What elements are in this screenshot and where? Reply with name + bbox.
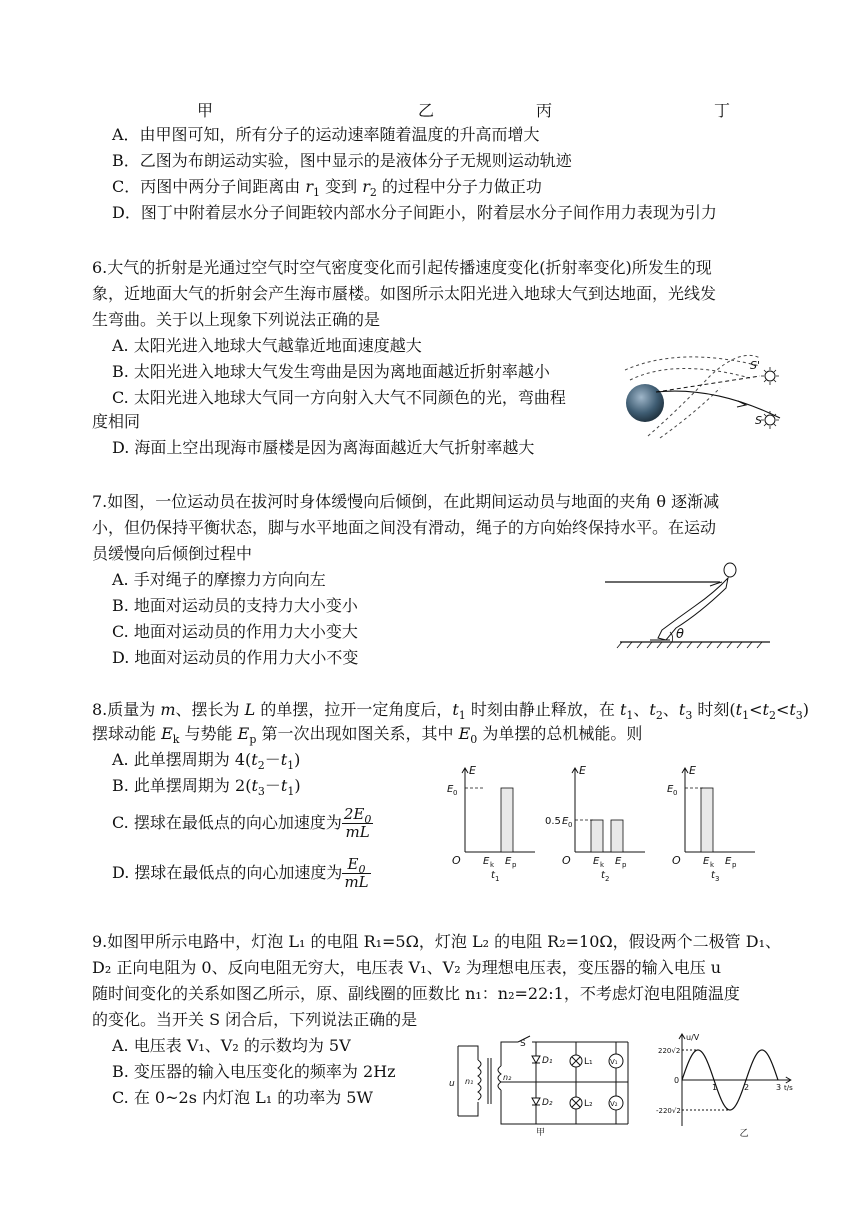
chart-y-label: E [579,764,586,777]
chart-bar [591,820,603,852]
q5-option-c: C．丙图中两分子间距离由 $r_1$ 变到 $r_2$ 的过程中分子力做正功 [112,177,542,200]
q9-stem-line: 的变化。当开关 S 闭合后，下列说法正确的是 [92,1010,418,1029]
chart-bar [701,788,713,852]
q5-option-b: B．乙图为布朗运动实验，图中显示的是液体分子无规则运动轨迹 [112,151,572,170]
athlete-head [724,563,736,577]
theta-label: θ [676,627,684,642]
chart-tick-label: E [593,856,600,867]
lamp-l1-icon [570,1055,582,1067]
atmosphere-refraction-figure [620,348,785,438]
label-s: S [755,414,762,427]
q9-stem-line: D₂ 正向电阻为 0、反向电阻无穷大，电压表 V₁、V₂ 为理想电压表，变压器的输入电压 u [92,958,722,977]
q9-stem-line: 9.如图甲所示电路中，灯泡 L₁ 的电阻 R₁=5Ω，灯泡 L₂ 的电阻 R₂=10Ω，假设两个二极管 D₁、 [92,932,781,951]
q9-option-c: C. 在 0~2s 内灯泡 L₁ 的功率为 5W [112,1088,373,1107]
chart-x-label: t [491,870,495,881]
wave-tick-label: 3 [776,1083,782,1092]
q6-stem-line: 6.大气的折射是光通过空气时空气密度变化而引起传播速度变化(折射率变化)所发生的现 [92,258,712,277]
q6-stem-line: 象，近地面大气的折射会产生海市蜃楼。如图所示太阳光进入地球大气到达地面，光线发 [92,284,717,303]
chart-level-label: E [562,816,569,827]
label-l2: L₂ [584,1099,593,1109]
chart-x-sub: 3 [715,875,720,883]
wave-top-label: 220√2 [658,1047,681,1055]
q8-option-a: A. 此单摆周期为 $4(t_2-t_1)$ [112,750,301,773]
q9-option-b: B. 变压器的输入电压变化的频率为 2Hz [112,1062,396,1081]
q6-option-b: B. 太阳光进入地球大气发生弯曲是因为离地面越近折射率越小 [112,362,550,381]
caption-jia: 甲 [536,1128,546,1138]
diode-d1-icon [532,1056,540,1063]
chart-origin-label: O [562,854,571,867]
transformer-circuit-figure [448,1036,653,1136]
chart-x-sub: 1 [495,875,500,883]
label-v1: V₁ [610,1058,618,1066]
wave-x-label: t/s [784,1084,793,1092]
chart-level-sub: 0 [568,821,573,829]
q6-option-c-cont: 度相同 [92,412,141,431]
q6-stem-line: 生弯曲。关于以上现象下列说法正确的是 [92,310,381,329]
chart-y-label: E [469,764,476,777]
q7-option-d: D. 地面对运动员的作用力大小不变 [112,648,359,667]
label-n1: n₁ [465,1077,474,1086]
q9-option-a: A. 电压表 V₁、V₂ 的示数均为 5V [112,1036,351,1055]
chart-level-sub: 0 [453,789,458,797]
sun-icon [761,367,779,385]
caption-yi: 乙 [418,101,435,120]
chart-tick-sub: p [732,861,737,869]
chart-level-label: E [667,784,674,795]
chart-x-label: t [711,870,715,881]
q8-stem-line-1: 8.质量为 m、摆长为 L 的单摆，拉开一定角度后，$t_1$ 时刻由静止释放，在 $t_1$、$t_2$、$t_3$ 时刻$(t_1<t_2<t_3)$ [92,700,810,723]
chart-tick-label: E [505,856,512,867]
label-s-prime: S' [750,359,761,372]
label-d1: D₁ [542,1056,553,1066]
wave-origin-label: 0 [674,1076,680,1085]
chart-y-label: E [689,764,696,777]
caption-bing: 丙 [536,101,553,120]
q7-option-a: A. 手对绳子的摩擦力方向向左 [112,570,326,589]
tug-of-war-figure [600,558,775,658]
q8-stem-line-2: 摆球动能 $E_k$ 与势能 $E_p$ 第一次出现如图关系，其中 $E_0$ 为单摆的总机械能。则 [92,724,643,747]
chart-tick-sub: p [622,861,627,869]
q7-stem-line: 小，但仍保持平衡状态，脚与水平地面之间没有滑动，绳子的方向始终保持水平。在运动 [92,518,717,537]
wave-tick-label: 2 [744,1083,750,1092]
chart-tick-label: E [725,856,732,867]
q5-option-a: A．由甲图可知，所有分子的运动速率随着温度的升高而增大 [112,125,540,144]
label-l1: L₁ [584,1057,593,1067]
chart-tick-label: E [615,856,622,867]
q6-option-a: A. 太阳光进入地球大气越靠近地面速度越大 [112,336,422,355]
wave-tick-label: 1 [712,1083,718,1092]
q6-option-c: C. 太阳光进入地球大气同一方向射入大气不同颜色的光，弯曲程 [112,388,566,407]
wave-bottom-label: -220√2 [656,1107,681,1115]
chart-origin-label: O [672,854,681,867]
q7-option-b: B. 地面对运动员的支持力大小变小 [112,596,358,615]
q7-option-c: C. 地面对运动员的作用力大小变大 [112,622,358,641]
caption-ding: 丁 [714,101,731,120]
chart-tick-sub: p [512,861,517,869]
chart-level-label: E [447,784,454,795]
q7-stem-line: 员缓慢向后倾倒过程中 [92,544,253,563]
lamp-l2-icon [570,1097,582,1109]
q8-option-b: B. 此单摆周期为 $2(t_3-t_1)$ [112,776,301,799]
q5-option-d: D．图丁中附着层水分子间距较内部水分子间距小，附着层水分子间作用力表现为引力 [112,203,717,222]
earth-icon [626,384,664,422]
chart-tick-label: E [703,856,710,867]
input-voltage-wave [658,1030,798,1140]
chart-tick-label: E [483,856,490,867]
q9-stem-line: 随时间变化的关系如图乙所示，原、副线圈的匝数比 n₁：n₂=22:1，不考虑灯泡电阻随温度 [92,984,740,1003]
chart-x-sub: 2 [605,875,610,883]
caption-jia: 甲 [197,101,214,120]
chart-tick-sub: k [710,861,715,869]
q8-option-c: C. 摆球在最低点的向心加速度为 $\frac{2E_0}{mL}$ [112,805,372,841]
q8-option-d: D. 摆球在最低点的向心加速度为 $\frac{E_0}{mL}$ [112,855,369,891]
q6-option-d: D. 海面上空出现海市蜃楼是因为离海面越近大气折射率越大 [112,438,535,457]
caption-yi: 乙 [739,1129,749,1139]
label-u: u [449,1079,455,1089]
label-d2: D₂ [542,1098,553,1108]
chart-x-label: t [601,870,605,881]
chart-origin-label: O [452,854,461,867]
label-n2: n₂ [503,1073,512,1082]
chart-bar [501,788,513,852]
energy-bar-charts [440,760,770,885]
wave-y-label: u/V [686,1033,700,1042]
chart-level-label: 0.5 [545,816,561,827]
diode-d2-icon [532,1098,540,1105]
chart-tick-sub: k [490,861,495,869]
chart-level-sub: 0 [673,789,678,797]
chart-bar [611,820,623,852]
label-v2: V₂ [610,1100,618,1108]
label-s: S [520,1039,526,1049]
chart-tick-sub: k [600,861,605,869]
sun-icon [761,411,779,429]
athlete-body [658,578,728,640]
q7-stem-line: 7.如图，一位运动员在拔河时身体缓慢向后倾倒，在此期间运动员与地面的夹角 θ 逐渐减 [92,492,720,511]
